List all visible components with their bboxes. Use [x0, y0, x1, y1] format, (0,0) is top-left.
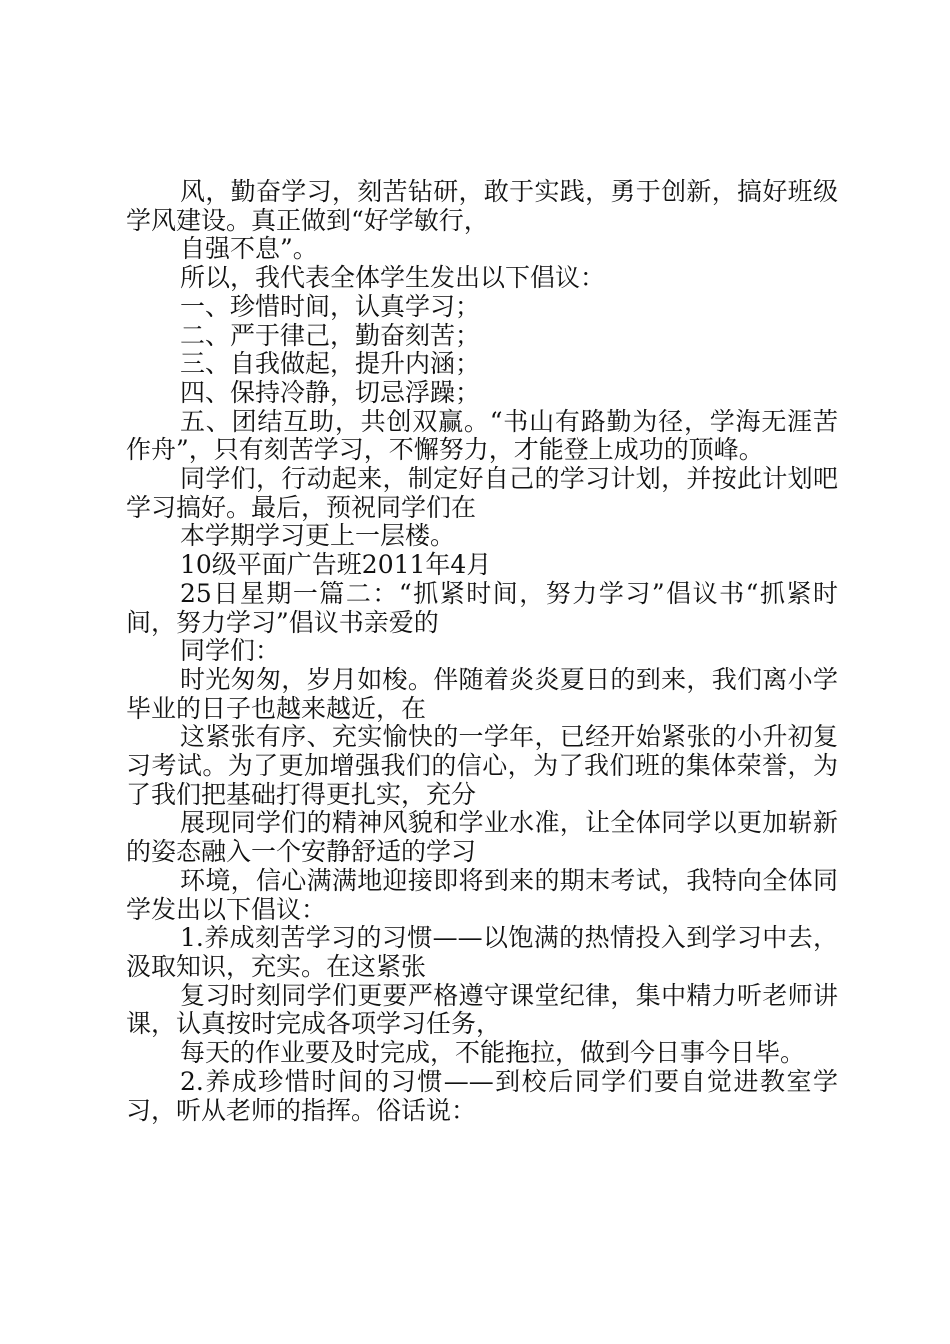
list-item: 一、珍惜时间，认真学习；: [180, 291, 481, 321]
paragraph: 风，勤奋学习，刻苦钻研，敢于实践，勇于创新，搞好班级学风建设。真正做到“好学敏行，: [126, 177, 838, 235]
paragraph: 自强不息”。: [180, 234, 318, 264]
signature-line: 10级平面广告班2011年4月: [180, 550, 492, 580]
document-body: [126, 178, 838, 1125]
paragraph: 环境，信心满满地迎接即将到来的期末考试，我特向全体同学发出以下倡议：: [126, 865, 838, 924]
list-item: 五、团结互助，共创双赢。“书山有路勤为径，学海无涯苦作舟”，只有刻苦学习，不懈努力，才能登上成功的顶峰。: [126, 406, 838, 465]
paragraph: 复习时刻同学们更要严格遵守课堂纪律，集中精力听老师讲课，认真按时完成各项学习任务，: [126, 980, 838, 1039]
list-item: 三、自我做起，提升内涵；: [180, 349, 481, 379]
paragraph: 25日星期一篇二：“抓紧时间，努力学习”倡议书“抓紧时间，努力学习”倡议书亲爱的: [126, 578, 838, 637]
list-item: 2.养成珍惜时间的习惯——到校后同学们要自觉进教室学习，听从老师的指挥。俗话说：: [126, 1066, 838, 1125]
list-item: 二、严于律己，勤奋刻苦；: [180, 320, 481, 350]
paragraph: 本学期学习更上一层楼。: [180, 521, 456, 551]
paragraph: 所以，我代表全体学生发出以下倡议：: [180, 263, 606, 293]
list-item: 四、保持冷静，切忌浮躁；: [180, 377, 481, 407]
list-item: 1.养成刻苦学习的习惯——以饱满的热情投入到学习中去，汲取知识，充实。在这紧张: [126, 923, 838, 981]
paragraph: 同学们，行动起来，制定好自己的学习计划，并按此计划吧学习搞好。最后，预祝同学们在: [126, 464, 838, 522]
paragraph: 时光匆匆，岁月如梭。伴随着炎炎夏日的到来，我们离小学毕业的日子也越来越近，在: [126, 664, 838, 723]
paragraph: 展现同学们的精神风貌和学业水准，让全体同学以更加崭新的姿态融入一个安静舒适的学习: [126, 808, 838, 867]
paragraph: 这紧张有序、充实愉快的一学年，已经开始紧张的小升初复习考试。为了更加增强我们的信心，为了我们班的集体荣誉，为了我们把基础打得更扎实，充分: [126, 722, 838, 809]
salutation: 同学们：: [180, 636, 281, 666]
paragraph: 每天的作业要及时完成，不能拖拉，做到今日事今日毕。: [180, 1038, 806, 1068]
